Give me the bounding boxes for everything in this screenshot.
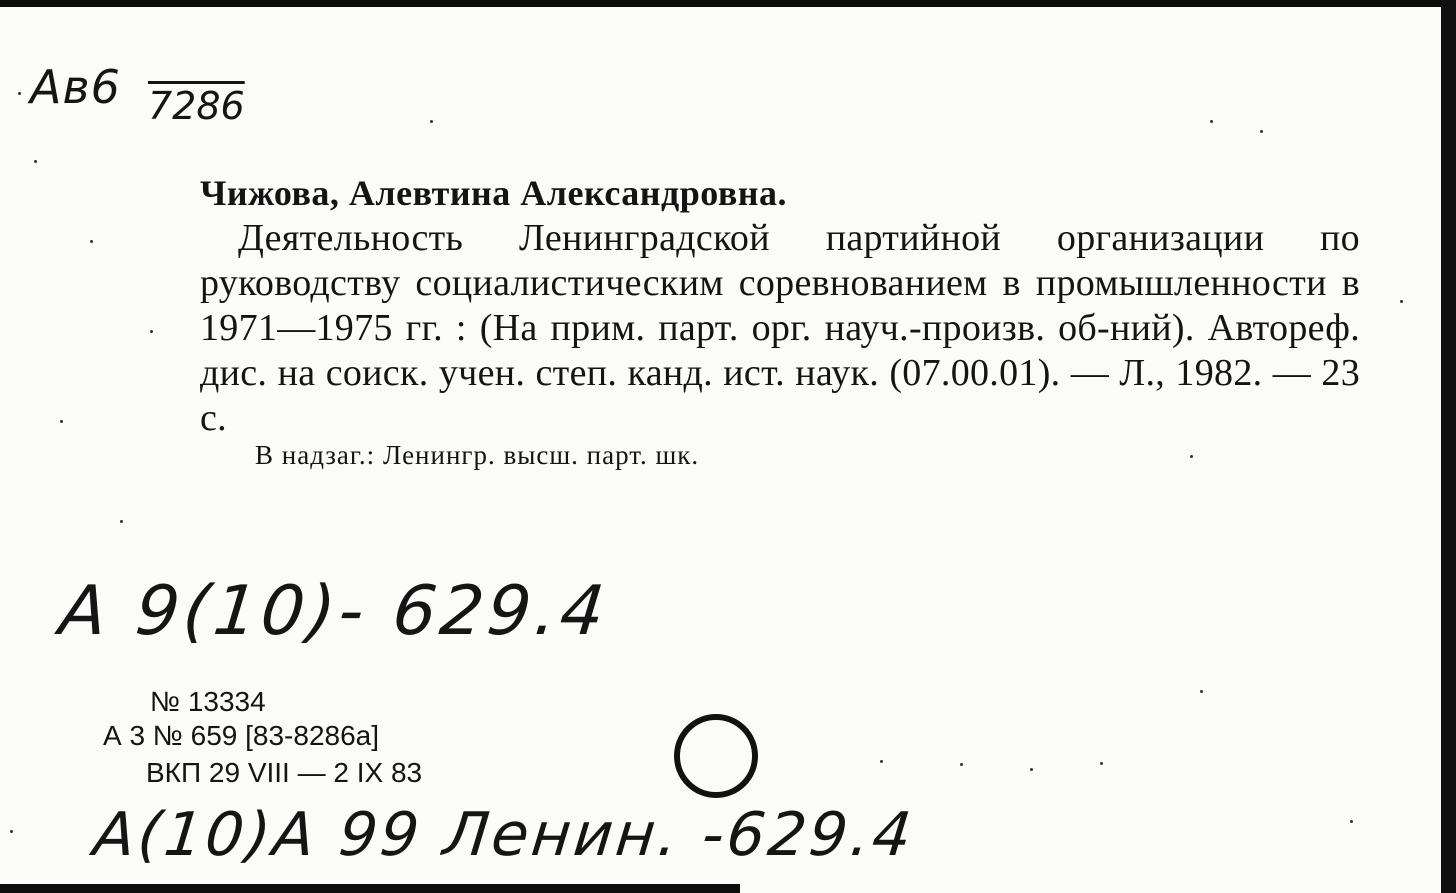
scan-speck (1350, 820, 1353, 823)
scan-speck (1200, 690, 1203, 693)
scan-speck (34, 160, 37, 163)
vkp-dates: ВКП 29 VIII — 2 IX 83 (146, 757, 423, 788)
scan-speck (1210, 120, 1213, 123)
card-border-top (0, 0, 1456, 7)
scan-speck (120, 520, 123, 523)
scan-speck (880, 760, 883, 763)
scan-speck (430, 120, 433, 123)
handwritten-shelf-number: 7286 (148, 84, 245, 128)
inventory-number: № 13334 (150, 686, 266, 717)
scan-speck (1190, 455, 1193, 458)
header-note: В надзаг.: Ленингр. высш. парт. шк. (255, 440, 700, 470)
handwritten-classification-secondary: А(10)А 99 Ленин. -629.4 (90, 800, 918, 870)
card-border-right (1441, 0, 1456, 893)
author-heading: Чижова, Алевтина Александровна. (200, 173, 787, 213)
scan-speck (150, 330, 153, 333)
registry-number: А 3 № 659 [83-8286а] (103, 720, 380, 751)
scan-speck (1400, 300, 1403, 303)
scan-speck (60, 420, 63, 423)
scan-speck (1030, 768, 1033, 771)
scan-speck (18, 92, 21, 95)
scan-speck (960, 763, 963, 766)
scan-speck (1260, 130, 1263, 133)
handwritten-classification: А 9(10)- 629.4 (55, 572, 612, 651)
bibliographic-description: Деятельность Ленинградской партийной организации по руководству социалистическим соревнованием в промышленности в 1971—1975 гг. : (На прим. парт. орг. науч.-произв. об-ний). Автореф. дис. на соиск. учен. степ. канд. ист. наук. (07.00.01). — Л., 1982. — 23 с. (200, 217, 1360, 439)
scan-speck (1100, 762, 1103, 765)
scan-speck (90, 240, 93, 243)
scan-speck (10, 830, 13, 833)
card-border-bottom (0, 884, 740, 893)
punch-hole-circle (674, 714, 758, 798)
handwritten-shelf-mark: Ав6 (30, 60, 121, 114)
